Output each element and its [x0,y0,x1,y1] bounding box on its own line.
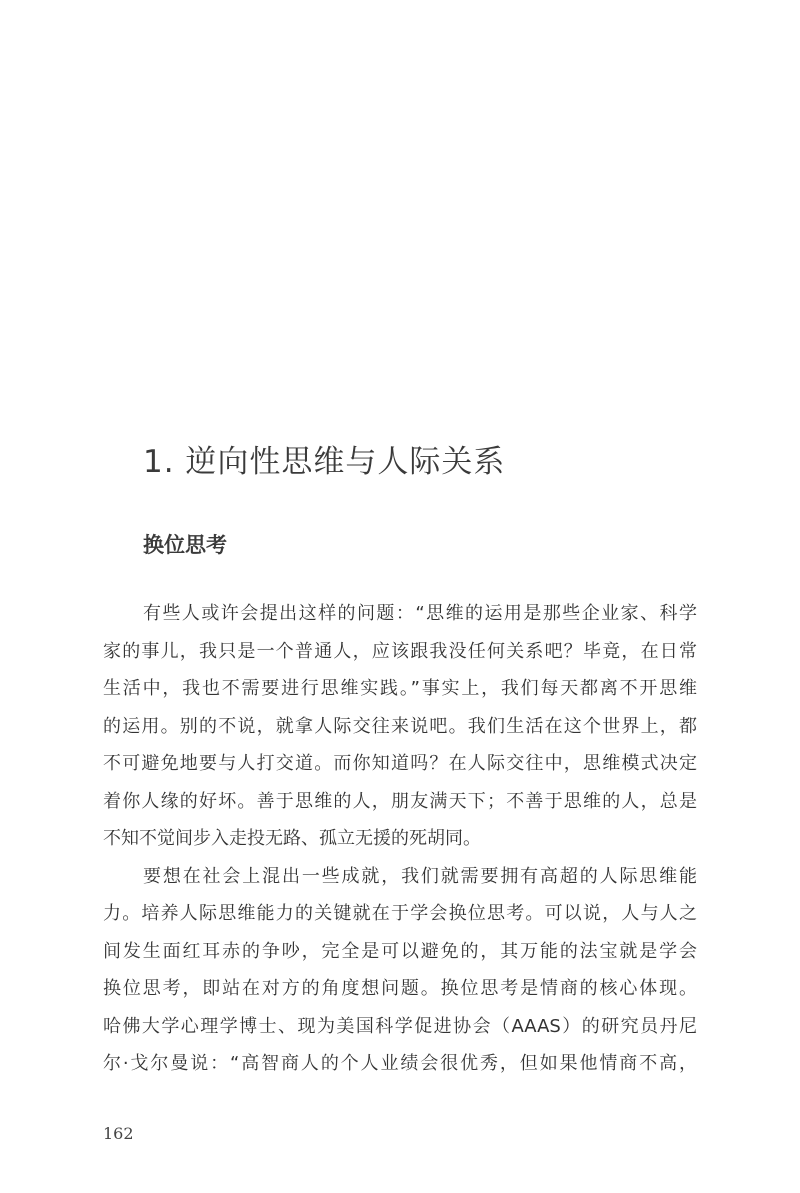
text-line: 不可避免地要与人打交道。而你知道吗？在人际交往中，思维模式决定 [103,753,697,774]
text-line: 换位思考，即站在对方的角度想问题。换位思考是情商的核心体现。 [103,978,697,999]
text-line: 间发生面红耳赤的争吵，完全是可以避免的，其万能的法宝就是学会 [103,940,697,962]
text-line: 生活中，我也不需要进行思维实践。”事实上，我们每天都离不开思维 [103,678,697,699]
text-line: 要想在社会上混出一些成就，我们就需要拥有高超的人际思维能 [143,865,697,887]
text-line: 家的事儿，我只是一个普通人，应该跟我没任何关系吧？毕竟，在日常 [103,640,697,662]
paragraph [103,595,697,858]
text-line: 尔·戈尔曼说：“高智商人的个人业绩会很优秀，但如果他情商不高， [103,1053,697,1074]
paragraph [103,858,697,1083]
text-line: 有些人或许会提出这样的问题：“思维的运用是那些企业家、科学 [143,603,697,624]
page-number: 162 [103,1124,134,1143]
body-text [103,595,697,1083]
text-line: 着你人缘的好坏。善于思维的人，朋友满天下；不善于思维的人，总是 [103,790,697,812]
text-line: 不知不觉间步入走投无路、孤立无援的死胡同。 [103,828,481,849]
text-line: 的运用。别的不说，就拿人际交往来说吧。我们生活在这个世界上，都 [103,715,697,737]
text-line: 力。培养人际思维能力的关键就在于学会换位思考。可以说，人与人之 [103,903,697,924]
chapter-title: 1. 逆向性思维与人际关系 [143,444,506,480]
section-title: 换位思考 [143,533,227,557]
text-line: 哈佛大学心理学博士、现为美国科学促进协会（AAAS）的研究员丹尼 [103,1015,697,1037]
